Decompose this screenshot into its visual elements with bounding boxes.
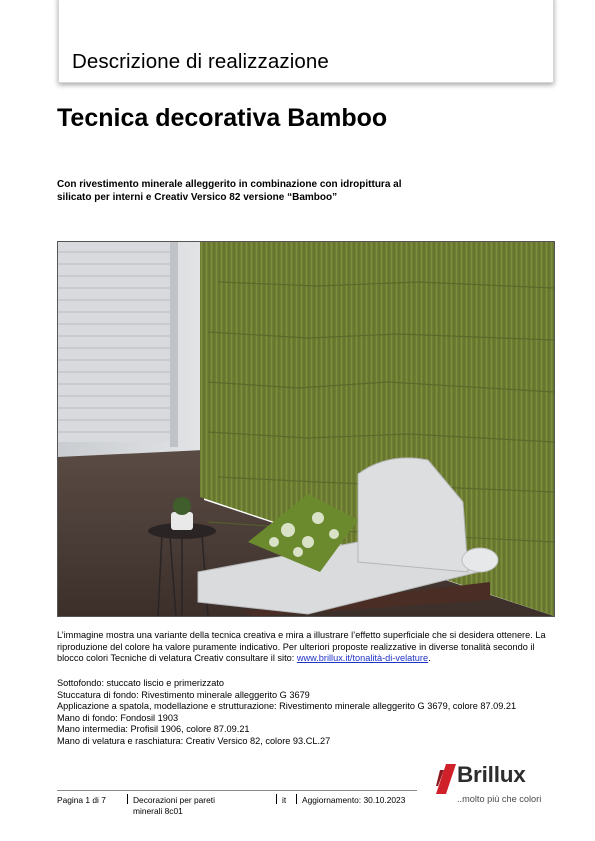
description-end: .: [428, 653, 431, 664]
spec-line: Sottofondo: stuccato liscio e primerizzato: [57, 678, 224, 688]
footer-page-number: Pagina 1 di 7: [57, 795, 106, 805]
footer-divider: [57, 790, 417, 791]
product-photo: [57, 241, 555, 617]
footer-language: it: [282, 795, 287, 805]
photo-illustration: [58, 242, 554, 616]
footer-updated: Aggiornamento: 30.10.2023: [302, 795, 406, 805]
brillux-logo: [436, 764, 554, 810]
description-text: L’immagine mostra una variante della tecnica creativa e mira a illustrare l’effetto superficiale che si desidera ottenere. La riproduzione del colore ha valore puramente indicativo. Per ulteriori proposte realizzative in diverse tonalità secondo il blocco colori Tecniche di velatura Creativ consultare il sito:: [57, 630, 546, 664]
header-title: Descrizione di realizzazione: [72, 50, 329, 73]
spec-line: Stuccatura di fondo: Rivestimento minerale alleggerito G 3679: [57, 689, 310, 700]
spec-line: Applicazione a spatola, modellazione e strutturazione: Rivestimento minerale alleggerito G 3679, colore 87.09.21: [57, 701, 517, 712]
footer-separator: [296, 794, 297, 804]
footer-separator: [127, 794, 128, 804]
page-title: Tecnica decorativa Bamboo: [57, 104, 388, 132]
footer-separator: [276, 794, 277, 804]
footer-category: [133, 795, 215, 816]
specification-list: [57, 678, 557, 748]
spec-line: Mano intermedia: Profisil 1906, colore 87.09.21: [57, 724, 250, 735]
logo-mark-icon: [436, 764, 458, 794]
color-link[interactable]: www.brillux.it/tonalità-di-velature: [296, 653, 429, 664]
spec-line: Mano di velatura e raschiatura: Creativ Versico 82, colore 93.CL.27: [57, 735, 331, 746]
subtitle: Con rivestimento minerale alleggerito in combinazione con idropittura al silicato per interni e Creativ Versico 82 versione “Bamboo”: [57, 179, 402, 203]
logo-tagline: ..molto più che colori: [457, 794, 542, 804]
footer-category-line1: Decorazioni per pareti: [133, 795, 215, 805]
spec-line: Mano di fondo: Fondosil 1903: [57, 712, 179, 723]
header-card: [58, 0, 554, 83]
image-description: [57, 630, 557, 665]
logo-wordmark: Brillux: [457, 762, 526, 787]
footer-category-line2: minerali 8c01: [133, 805, 183, 816]
